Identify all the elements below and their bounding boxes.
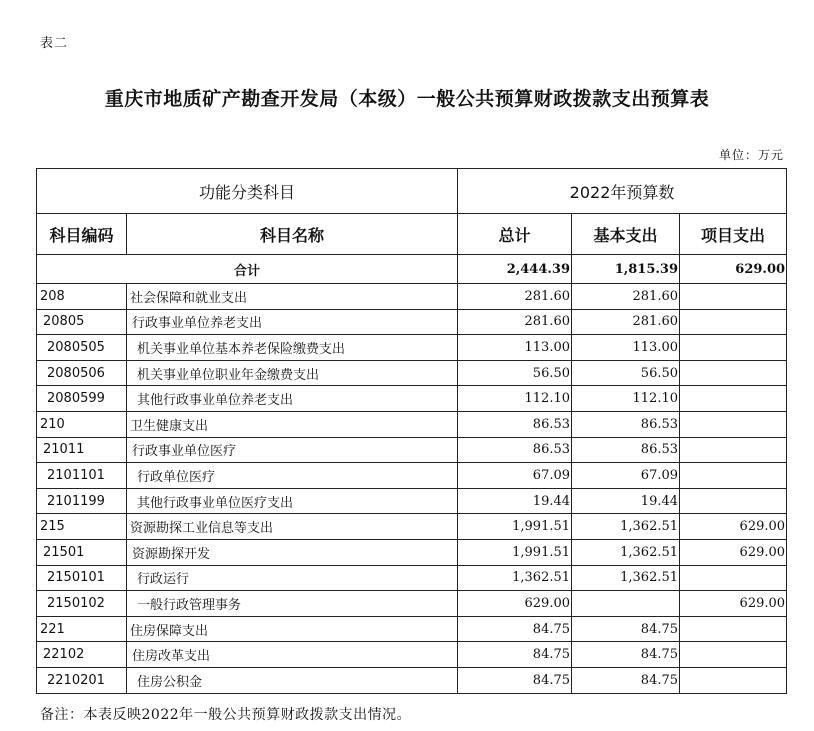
unit-note: 单位：万元 <box>718 148 784 162</box>
cell-name: 卫生健康支出 <box>127 411 458 437</box>
cell-name: 社会保障和就业支出 <box>127 284 458 310</box>
cell-project <box>680 335 787 361</box>
name-column-header: 科目名称 <box>127 214 458 255</box>
cell-total: 281.60 <box>458 309 572 335</box>
cell-project <box>680 667 787 693</box>
table-group-header <box>37 169 787 214</box>
cell-project <box>680 616 787 642</box>
cell-basic: 113.00 <box>572 335 680 361</box>
cell-basic: 86.53 <box>572 411 680 437</box>
cell-total: 1,991.51 <box>458 514 572 540</box>
cell-name: 其他行政事业单位医疗支出 <box>127 488 458 514</box>
cell-name: 机关事业单位基本养老保险缴费支出 <box>127 335 458 361</box>
cell-total: 56.50 <box>458 360 572 386</box>
cell-code: 208 <box>37 284 127 310</box>
cell-name: 行政运行 <box>127 565 458 591</box>
cell-basic: 281.60 <box>572 284 680 310</box>
table-row <box>37 463 787 489</box>
cell-total: 19.44 <box>458 488 572 514</box>
table-row <box>37 284 787 310</box>
cell-code: 2150102 <box>37 591 127 617</box>
cell-code: 20805 <box>37 309 127 335</box>
cell-project <box>680 411 787 437</box>
cell-total: 1,991.51 <box>458 539 572 565</box>
cell-basic: 1,362.51 <box>572 514 680 540</box>
total-column-header: 总计 <box>458 214 572 255</box>
cell-name: 行政事业单位养老支出 <box>127 309 458 335</box>
function-category-header: 功能分类科目 <box>37 169 458 214</box>
cell-basic: 112.10 <box>572 386 680 412</box>
cell-total: 86.53 <box>458 411 572 437</box>
total-row-total: 2,444.39 <box>458 255 572 284</box>
cell-name: 住房保障支出 <box>127 616 458 642</box>
basic-column-header: 基本支出 <box>572 214 680 255</box>
cell-basic <box>572 591 680 617</box>
table-row <box>37 514 787 540</box>
table-row <box>37 437 787 463</box>
cell-project <box>680 642 787 668</box>
document-title: 重庆市地质矿产勘查开发局（本级）一般公共预算财政拨款支出预算表 <box>104 88 710 110</box>
table-row <box>37 488 787 514</box>
cell-basic: 281.60 <box>572 309 680 335</box>
cell-name: 其他行政事业单位养老支出 <box>127 386 458 412</box>
cell-name: 一般行政管理事务 <box>127 591 458 617</box>
cell-total: 84.75 <box>458 667 572 693</box>
cell-project <box>680 360 787 386</box>
cell-code: 2080599 <box>37 386 127 412</box>
cell-code: 210 <box>37 411 127 437</box>
budget-table <box>36 168 787 694</box>
cell-code: 21501 <box>37 539 127 565</box>
budget-year-header: 2022年预算数 <box>458 169 787 214</box>
cell-total: 67.09 <box>458 463 572 489</box>
cell-name: 资源勘探工业信息等支出 <box>127 514 458 540</box>
code-column-header: 科目编码 <box>37 214 127 255</box>
cell-total: 1,362.51 <box>458 565 572 591</box>
table-row <box>37 565 787 591</box>
cell-name: 住房公积金 <box>127 667 458 693</box>
cell-code: 2080506 <box>37 360 127 386</box>
cell-total: 629.00 <box>458 591 572 617</box>
table-row <box>37 335 787 361</box>
cell-name: 行政单位医疗 <box>127 463 458 489</box>
cell-project: 629.00 <box>680 539 787 565</box>
table-row <box>37 539 787 565</box>
cell-code: 2210201 <box>37 667 127 693</box>
footnote: 备注：本表反映2022年一般公共预算财政拨款支出情况。 <box>40 707 412 723</box>
cell-code: 2150101 <box>37 565 127 591</box>
total-row-basic: 1,815.39 <box>572 255 680 284</box>
cell-project <box>680 386 787 412</box>
cell-basic: 1,362.51 <box>572 539 680 565</box>
table-row <box>37 642 787 668</box>
cell-basic: 86.53 <box>572 437 680 463</box>
cell-total: 113.00 <box>458 335 572 361</box>
table-column-header <box>37 214 787 255</box>
cell-code: 2080505 <box>37 335 127 361</box>
cell-total: 84.75 <box>458 642 572 668</box>
cell-name: 资源勘探开发 <box>127 539 458 565</box>
cell-code: 21011 <box>37 437 127 463</box>
table-row <box>37 616 787 642</box>
cell-project <box>680 565 787 591</box>
cell-code: 215 <box>37 514 127 540</box>
cell-project: 629.00 <box>680 591 787 617</box>
table-row <box>37 386 787 412</box>
cell-basic: 19.44 <box>572 488 680 514</box>
cell-code: 22102 <box>37 642 127 668</box>
document-label: 表二 <box>40 36 69 51</box>
table-row <box>37 411 787 437</box>
cell-project <box>680 309 787 335</box>
cell-total: 281.60 <box>458 284 572 310</box>
cell-project <box>680 437 787 463</box>
cell-code: 2101101 <box>37 463 127 489</box>
cell-total: 84.75 <box>458 616 572 642</box>
table-row <box>37 667 787 693</box>
total-row-project: 629.00 <box>680 255 787 284</box>
cell-name: 机关事业单位职业年金缴费支出 <box>127 360 458 386</box>
cell-project: 629.00 <box>680 514 787 540</box>
total-row <box>37 255 787 284</box>
cell-basic: 84.75 <box>572 642 680 668</box>
cell-code: 2101199 <box>37 488 127 514</box>
cell-name: 行政事业单位医疗 <box>127 437 458 463</box>
cell-total: 112.10 <box>458 386 572 412</box>
total-row-label: 合计 <box>37 255 458 284</box>
cell-code: 221 <box>37 616 127 642</box>
cell-basic: 84.75 <box>572 616 680 642</box>
cell-basic: 56.50 <box>572 360 680 386</box>
cell-basic: 1,362.51 <box>572 565 680 591</box>
cell-project <box>680 488 787 514</box>
cell-total: 86.53 <box>458 437 572 463</box>
cell-basic: 84.75 <box>572 667 680 693</box>
cell-project <box>680 463 787 489</box>
cell-project <box>680 284 787 310</box>
table-row <box>37 360 787 386</box>
table-row <box>37 309 787 335</box>
table-row <box>37 591 787 617</box>
project-column-header: 项目支出 <box>680 214 787 255</box>
cell-basic: 67.09 <box>572 463 680 489</box>
cell-name: 住房改革支出 <box>127 642 458 668</box>
